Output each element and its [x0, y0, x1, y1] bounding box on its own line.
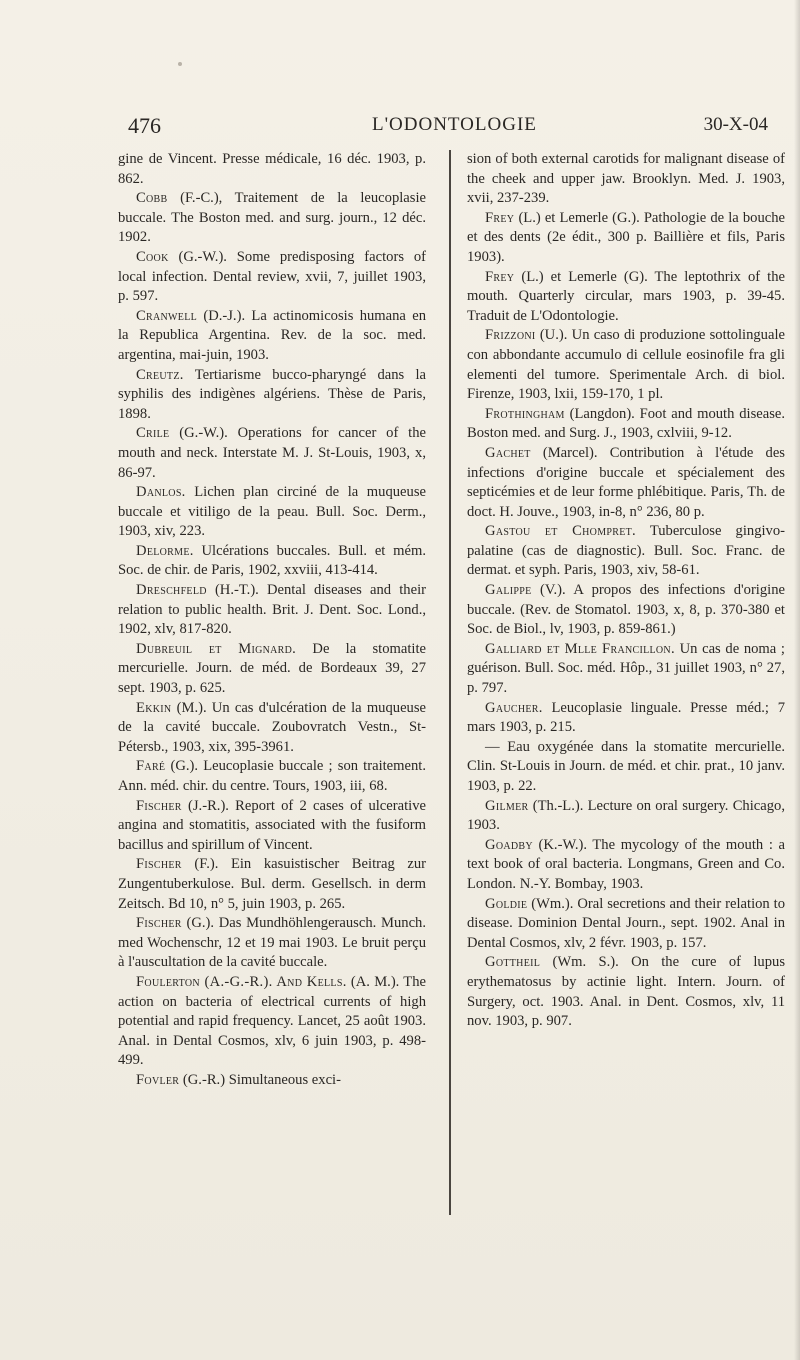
bibliography-entry: [118, 542, 426, 581]
bibliography-entry: [467, 738, 785, 797]
entry-text: (G.-W.). Some predisposing factors of local infection. Dental review, xvii, 7, juillet 1903, p. 597.: [118, 248, 426, 305]
issue-date: 30-X-04: [703, 114, 768, 135]
entry-author: Foulerton (A.-G.-R.). And Kells.: [136, 973, 347, 990]
column-rule: [449, 150, 451, 1215]
entry-author: Crile: [136, 425, 170, 442]
bibliography-entry: [467, 640, 785, 699]
entry-author: Gilmer: [485, 797, 529, 814]
bibliography-entry: [467, 444, 785, 522]
entry-author: Cobb: [136, 190, 168, 207]
bibliography-entry: [467, 895, 785, 954]
entry-text: (Marcel). Contribution à l'étude des infections d'origine buccale et spécialement des septicémies et de leur forme phlébitique. Paris, Th. de doct. H. Jouve., 1903, in-8, n° 236, 80 p.: [467, 444, 785, 520]
entry-author: Frizzoni: [485, 327, 536, 344]
right-column: [467, 150, 785, 1032]
bibliography-entry: [467, 209, 785, 268]
entry-text: Tuberculose gingivo-palatine (cas de diagnostic). Bull. Soc. Franc. de dermat. et syph. Paris, 1903, xiv, 58-61.: [467, 523, 785, 579]
entry-text: (Wm. S.). On the cure of lupus erythematosus by actinie light. Intern. Journ. of Surgery, oct. 1903. Anal. in Dent. Cosmos, xlv, 11 nov. 1903, p. 907.: [467, 954, 785, 1030]
entry-author: Galliard et Mlle Francillon.: [485, 640, 675, 657]
bibliography-entry: [467, 405, 785, 444]
bibliography-entry: [467, 326, 785, 404]
entry-author: Fischer: [136, 797, 182, 814]
bibliography-entry: [118, 640, 426, 699]
entry-author: Ekkin: [136, 699, 172, 716]
entry-author: Faré: [136, 758, 166, 775]
entry-text: (D.-J.). La actinomicosis humana en la Republica Argentina. Rev. de la soc. med. argentina, mai-juin, 1903.: [118, 307, 426, 363]
running-header: [128, 113, 768, 137]
entry-author: Dubreuil et Mignard.: [136, 640, 297, 657]
entry-text: Tertiarisme bucco-pharyngé dans la syphilis des indigènes algériens. Thèse de Paris, 1898.: [118, 366, 426, 422]
entry-text: (G.-W.). Operations for cancer of the mouth and neck. Interstate M. J. St-Louis, 1903, x, 86-97.: [118, 425, 426, 481]
bibliography-entry: [467, 581, 785, 640]
bibliography-entry: [118, 973, 426, 1071]
entry-author: Frey: [485, 209, 515, 226]
bibliography-entry: [118, 424, 426, 483]
bibliography-entry: [467, 797, 785, 836]
entry-text: gine de Vincent. Presse médicale, 16 déc. 1903, p. 862.: [118, 151, 426, 187]
entry-text: — Eau oxygénée dans la stomatite mercurielle. Clin. St-Louis in Journ. de méd. et chir. prat., 10 janv. 1903, p. 22.: [467, 738, 785, 794]
bibliography-entry: [118, 699, 426, 758]
entry-text: (V.). A propos des infections d'origine buccale. (Rev. de Stomatol. 1903, x, 8, p. 370-380 et Soc. de Biol., lv, 1903, p. 859-861.): [467, 582, 785, 638]
bibliography-entry: [118, 189, 426, 248]
bibliography-entry: [467, 699, 785, 738]
bibliography-entry: [118, 1071, 426, 1091]
entry-text: (J.-R.). Report of 2 cases of ulcerative angina and stomatitis, associated with the fusiform bacillus and spirillum of Vincent.: [118, 797, 426, 853]
entry-text: (M.). Un cas d'ulcération de la muqueuse de la cavité buccale. Zoubovratch Vestn., St-Pétersb., 1903, xix, 395-3961.: [118, 699, 426, 755]
entry-text: De la stomatite mercurielle. Journ. de méd. de Bordeaux 39, 27 sept. 1903, p. 625.: [118, 640, 426, 697]
entry-text: (Langdon). Foot and mouth disease. Boston med. and Surg. J., 1903, cxlviii, 9-12.: [467, 405, 786, 442]
entry-author: Goadby: [485, 836, 533, 853]
entry-author: Gastou et Chompret.: [485, 523, 636, 540]
bibliography-entry: [118, 366, 426, 425]
bibliography-entry: [118, 248, 426, 307]
page-number: 476: [128, 113, 161, 138]
bibliography-entry: [467, 150, 785, 209]
bibliography-entry: [467, 953, 785, 1031]
entry-text: (Wm.). Oral secretions and their relation to disease. Dominion Dental Journ., sept. 1902. Anal in Dental Cosmos, xlv, 2 févr. 1903, p. 157.: [467, 895, 785, 951]
left-column: [118, 150, 426, 1091]
entry-text: (K.-W.). The mycology of the mouth : a text book of oral bacteria. Longmans, Green and Co. London. N.-Y. Bombay, 1903.: [467, 836, 785, 892]
entry-author: Fischer: [136, 915, 182, 932]
entry-text: Un cas de noma ; guérison. Bull. Soc. méd. Hôp., 31 juillet 1903, n° 27, p. 797.: [467, 640, 785, 697]
entry-text: (L.) et Lemerle (G). The leptothrix of the mouth. Quarterly circular, mars 1903, p. 39-45. Traduit de L'Odontologie.: [467, 268, 785, 324]
entry-text: Ulcérations buccales. Bull. et mém. Soc. de chir. de Paris, 1902, xxviii, 413-414.: [118, 542, 426, 579]
entry-text: (U.). Un caso di produzione sottolinguale con abbondante accumulo di cellule eosinofile fra gli elementi del tumore. Sperimentale Arch. di biol. Firenze, 1903, lxii, 159-170, 1 pl.: [467, 327, 785, 403]
bibliography-entry: [467, 268, 785, 327]
bibliography-entry: [467, 522, 785, 581]
entry-text: Leucoplasie linguale. Presse méd.; 7 mars 1903, p. 215.: [467, 699, 785, 736]
entry-text: (L.) et Lemerle (G.). Pathologie de la bouche et des dents (2e édit., 300 p. Baillière et fils, Paris 1903).: [467, 209, 785, 265]
running-title: L'ODONTOLOGIE: [372, 114, 537, 135]
bibliography-entry: [118, 855, 426, 914]
bibliography-entry: [118, 483, 426, 542]
entry-author: Cranwell: [136, 307, 198, 324]
entry-text: sion of both external carotids for malignant disease of the cheek and upper jaw. Brooklyn. Med. J. 1903, xvii, 237-239.: [467, 151, 785, 207]
entry-author: Goldie: [485, 895, 528, 912]
entry-text: (H.-T.). Dental diseases and their relation to public health. Brit. J. Dent. Soc. Lond., 1902, xlv, 817-820.: [118, 582, 426, 638]
entry-text: (Th.-L.). Lecture on oral surgery. Chicago, 1903.: [467, 797, 785, 834]
entry-text: (F.). Ein kasuistischer Beitrag zur Zungentuberkulose. Bul. derm. Gesellsch. in derm Zeitsch. Bd 10, n° 5, juin 1903, p. 265.: [118, 856, 426, 912]
entry-author: Frey: [485, 268, 515, 285]
entry-author: Gaucher.: [485, 699, 543, 716]
entry-author: Frothingham: [485, 405, 565, 422]
entry-author: Fischer: [136, 856, 182, 873]
entry-author: Galippe: [485, 582, 532, 599]
entry-text: Lichen plan circiné de la muqueuse buccale et vitiligo de la peau. Bull. Soc. Derm., 1903, xiv, 223.: [118, 484, 426, 540]
entry-text: (G.). Das Mundhöhlengerausch. Munch. med Wochenschr, 12 et 19 mai 1903. Le bruit perçu à l'auscultation de la cavité buccale.: [118, 915, 426, 971]
entry-author: Fovler: [136, 1071, 180, 1088]
bibliography-entry: [118, 914, 426, 973]
entry-author: Danlos.: [136, 484, 186, 501]
entry-author: Gottheil: [485, 954, 541, 971]
entry-author: Cook: [136, 248, 169, 265]
bibliography-entry: [118, 757, 426, 796]
entry-author: Delorme.: [136, 542, 194, 559]
paper-speck: [178, 62, 182, 66]
bibliography-entry: [118, 307, 426, 366]
entry-text: (G.-R.) Simultaneous exci-: [182, 1071, 341, 1088]
page-edge-shadow: [794, 0, 800, 1360]
entry-text: (G.). Leucoplasie buccale ; son traitement. Ann. méd. chir. du centre. Tours, 1903, iii, 68.: [118, 758, 426, 794]
bibliography-entry: [118, 581, 426, 640]
bibliography-entry: [467, 836, 785, 895]
entry-text: (F.-C.), Traitement de la leucoplasie buccale. The Boston med. and surg. journ., 12 déc. 1902.: [118, 190, 426, 246]
bibliography-entry: [118, 797, 426, 856]
entry-author: Creutz.: [136, 366, 184, 383]
entry-text: (A. M.). The action on bacteria of electrical currents of high potential and rapid frequency. Lancet, 25 août 1903. Anal. in Dental Cosmos, xlv, 6 juin 1903, p. 498-499.: [118, 973, 427, 1069]
entry-author: Gachet: [485, 444, 531, 461]
entry-author: Dreschfeld: [136, 582, 207, 599]
bibliography-entry: [118, 150, 426, 189]
